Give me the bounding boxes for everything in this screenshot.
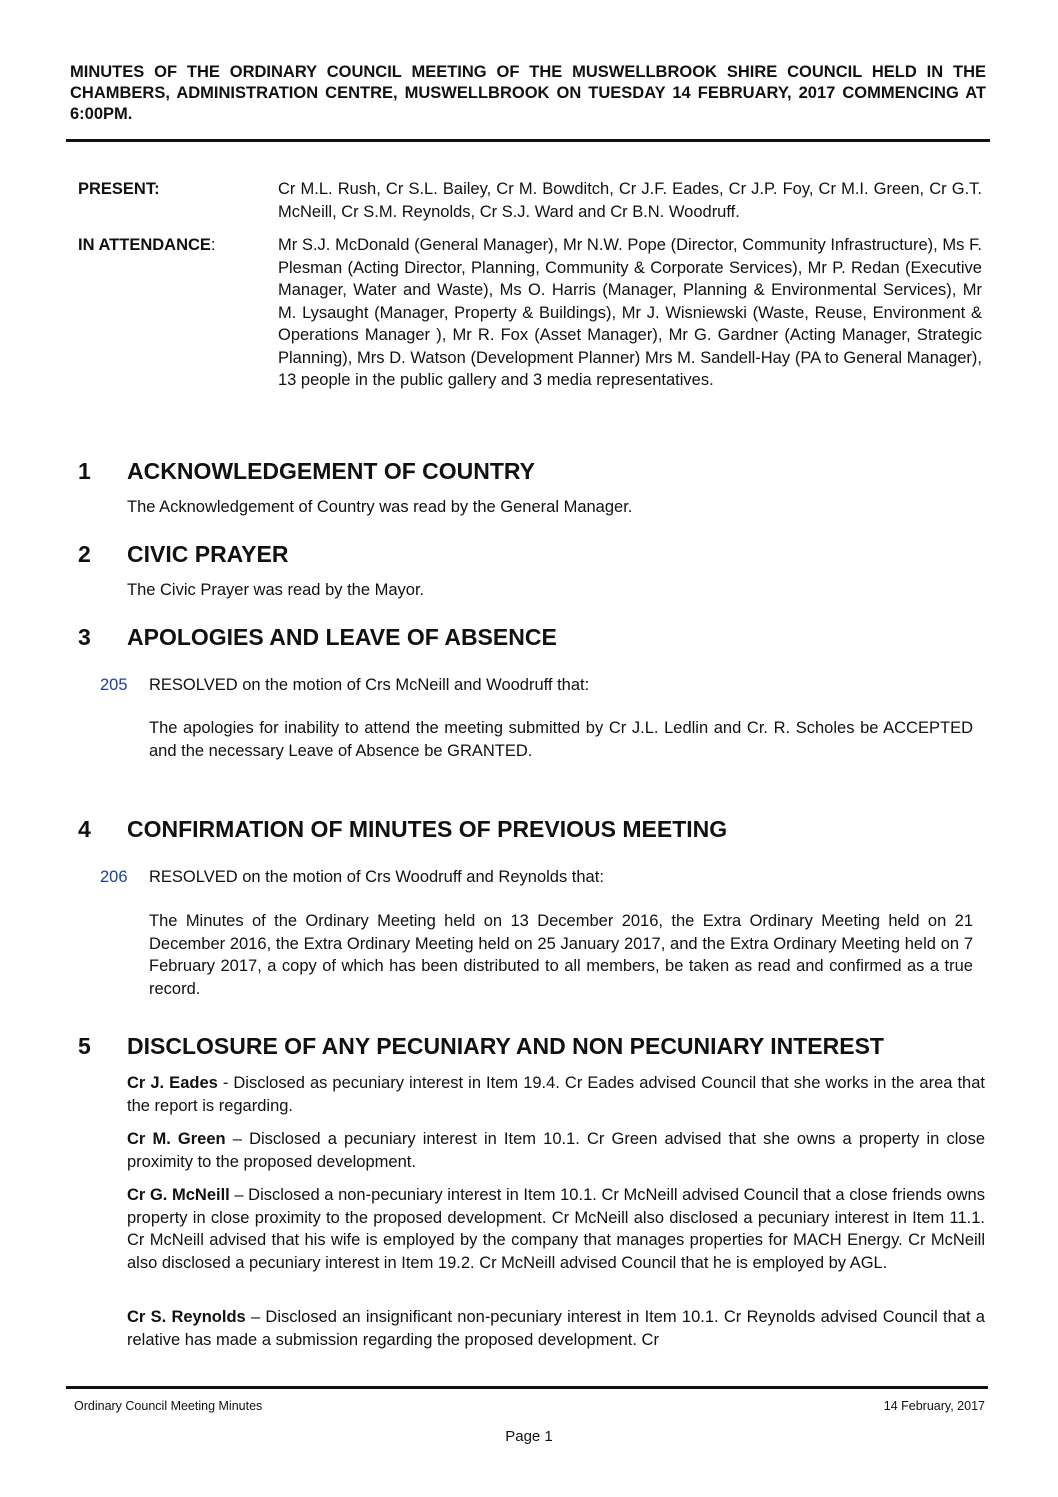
resolution-line bbox=[100, 866, 980, 889]
footer-date: 14 February, 2017 bbox=[883, 1399, 985, 1413]
resolution-number: 206 bbox=[100, 868, 128, 886]
attendance-label-colon: : bbox=[210, 236, 216, 254]
section-text: The Acknowledgement of Country was read by the General Manager. bbox=[127, 498, 633, 516]
disclosure-item bbox=[127, 1072, 985, 1117]
resolution-text: RESOLVED on the motion of Crs Woodruff and Reynolds that: bbox=[149, 868, 604, 886]
section-number: 1 bbox=[78, 458, 91, 484]
resolution-body: The apologies for inability to attend the meeting submitted by Cr J.L. Ledlin and Cr. R. Scholes be ACCEPTED and the necessary Leave of Absence be GRANTED. bbox=[149, 719, 973, 760]
disclosure-councillor: Cr M. Green bbox=[127, 1130, 226, 1148]
disclosure-item bbox=[127, 1128, 985, 1173]
disclosure-councillor: Cr G. McNeill bbox=[127, 1186, 230, 1204]
minutes-header: MINUTES OF THE ORDINARY COUNCIL MEETING OF THE MUSWELLBROOK SHIRE COUNCIL HELD IN THE CHAMBERS, ADMINISTRATION CENTRE, MUSWELLBROOK ON TUESDAY 14 FEBRUARY, 2017 COMMENCING AT 6:00PM. bbox=[70, 63, 986, 123]
attendance-text: Mr S.J. McDonald (General Manager), Mr N.W. Pope (Director, Community Infrastructure), Ms F. Plesman (Acting Director, Planning, Community & Corporate Services), Mr P. Redan (Executive Manager, Water and Waste), Ms O. Harris (Manager, Planning & Environmental Services), Mr M. Lysaught (Manager, Property & Buildings), Mr J. Wisniewski (Waste, Reuse, Environment & Operations Manager ), Mr R. Fox (Asset Manager), Mr G. Gardner (Acting Manager, Strategic Planning), Mrs D. Watson (Development Planner) Mrs M. Sandell-Hay (PA to General Manager), 13 people in the public gallery and 3 media representatives. bbox=[278, 236, 982, 389]
section-number: 3 bbox=[78, 624, 91, 650]
resolution-number: 205 bbox=[100, 676, 128, 694]
present-label: PRESENT: bbox=[78, 180, 160, 198]
footer-divider bbox=[66, 1386, 988, 1389]
resolution-line bbox=[100, 674, 980, 697]
section-number: 4 bbox=[78, 816, 91, 842]
header-divider bbox=[66, 139, 990, 142]
present-text: Cr M.L. Rush, Cr S.L. Bailey, Cr M. Bowditch, Cr J.F. Eades, Cr J.P. Foy, Cr M.I. Green, Cr G.T. McNeill, Cr S.M. Reynolds, Cr S.J. Ward and Cr B.N. Woodruff. bbox=[278, 180, 982, 221]
disclosure-text: – Disclosed an insignificant non-pecuniary interest in Item 10.1. Cr Reynolds advised Council that a relative has made a submission regarding the proposed development. Cr bbox=[127, 1308, 985, 1349]
footer-document-title: Ordinary Council Meeting Minutes bbox=[74, 1399, 263, 1413]
section-title: APOLOGIES AND LEAVE OF ABSENCE bbox=[127, 624, 557, 650]
resolution-text: RESOLVED on the motion of Crs McNeill and Woodruff that: bbox=[149, 676, 590, 694]
disclosure-councillor: Cr J. Eades bbox=[127, 1074, 218, 1092]
attendance-label-text: IN ATTENDANCE bbox=[78, 236, 211, 254]
disclosure-text: - Disclosed as pecuniary interest in Item 19.4. Cr Eades advised Council that she works in the area that the report is regarding. bbox=[127, 1074, 985, 1115]
present-block bbox=[78, 178, 986, 224]
disclosure-text: – Disclosed a non-pecuniary interest in Item 10.1. Cr McNeill advised Council that a close friends owns property in close proximity to the proposed development. Cr McNeill also disclosed a pecuniary interest in Item 11.1. Cr McNeill advised that his wife is employed by the company that manages properties for MACH Energy. Cr McNeill also disclosed a pecuniary interest in Item 19.2. Cr McNeill advised Council that he is employed by AGL. bbox=[127, 1186, 985, 1272]
section-title: CONFIRMATION OF MINUTES OF PREVIOUS MEETING bbox=[127, 816, 728, 842]
page-number: Page 1 bbox=[505, 1428, 553, 1445]
disclosure-text: – Disclosed a pecuniary interest in Item 10.1. Cr Green advised that she owns a property in close proximity to the proposed development. bbox=[127, 1130, 985, 1171]
attendance-block bbox=[78, 234, 986, 438]
disclosure-item bbox=[127, 1306, 985, 1351]
section-number: 5 bbox=[78, 1033, 91, 1059]
section-title: ACKNOWLEDGEMENT OF COUNTRY bbox=[127, 458, 536, 484]
section-title: CIVIC PRAYER bbox=[127, 541, 289, 567]
disclosure-item bbox=[127, 1184, 985, 1274]
section-number: 2 bbox=[78, 541, 91, 567]
section-title: DISCLOSURE OF ANY PECUNIARY AND NON PECUNIARY INTEREST bbox=[127, 1033, 884, 1059]
resolution-body: The Minutes of the Ordinary Meeting held on 13 December 2016, the Extra Ordinary Meeting held on 21 December 2016, the Extra Ordinary Meeting held on 25 January 2017, and the Extra Ordinary Meeting held on 7 February 2017, a copy of which has been distributed to all members, be taken as read and confirmed as a true record. bbox=[149, 912, 973, 998]
attendance-label bbox=[78, 234, 216, 257]
section-text: The Civic Prayer was read by the Mayor. bbox=[127, 581, 425, 599]
disclosure-councillor: Cr S. Reynolds bbox=[127, 1308, 246, 1326]
